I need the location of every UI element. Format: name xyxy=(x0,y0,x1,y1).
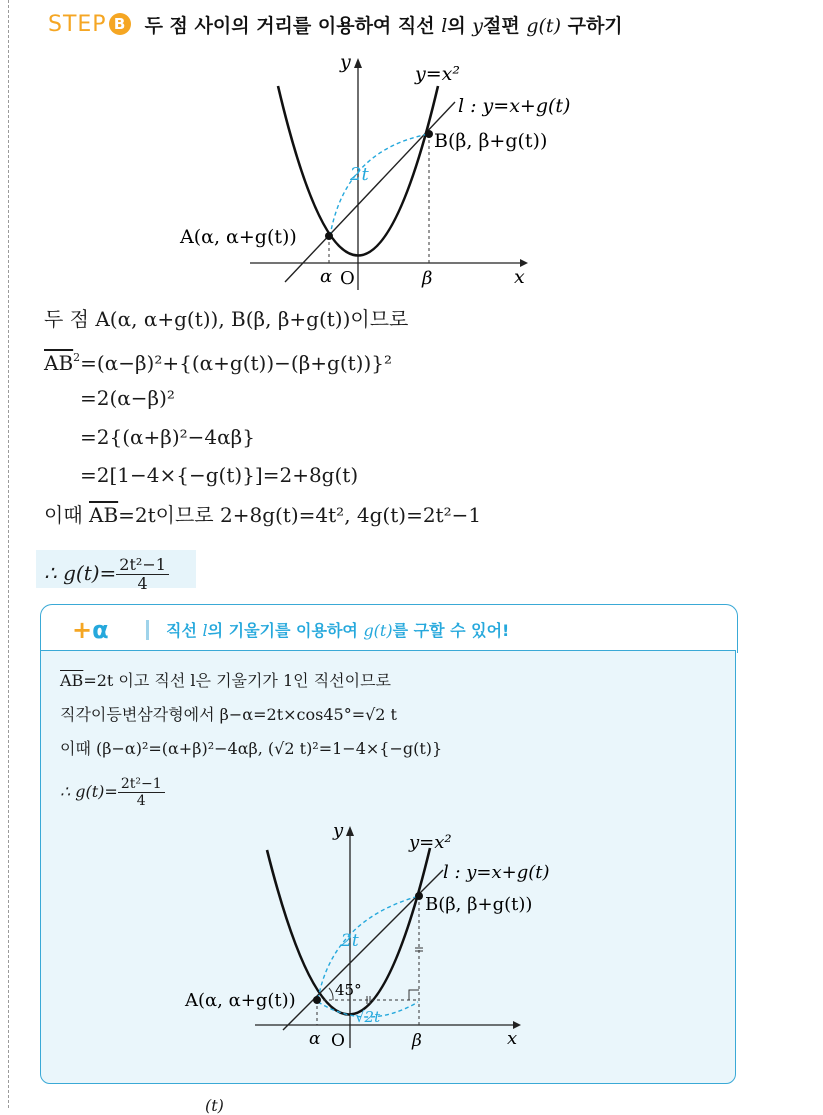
alpha-line-1: $\overline{AB}=2t$ 이고 직선 l은 기울기가 1인 직선이므로 xyxy=(60,671,391,690)
chord-label-2: 2t xyxy=(341,931,359,951)
point-b-dot-2 xyxy=(415,892,423,900)
graph-parabola-line xyxy=(170,50,630,295)
page-margin-line xyxy=(8,0,9,1108)
solution-line-6: 이때 $\overline{AB}=2t$이므로 2+8g(t)=4t², 4g(t)=2t²−1 xyxy=(44,503,482,527)
chord-arc-2 xyxy=(318,896,419,999)
point-a-label: A(α, α+g(t)) xyxy=(180,226,297,248)
line-label-2: l : y=x+g(t) xyxy=(443,862,550,883)
line-label: l : y=x+g(t) xyxy=(458,95,571,117)
point-b-label: B(β, β+g(t)) xyxy=(434,130,548,152)
y-axis-label: y xyxy=(340,51,351,73)
alpha-result-fraction: $\frac{\text{2t²−1}}{4}$ xyxy=(118,776,165,809)
cutoff-fragment: (t) xyxy=(205,1096,224,1115)
x-axis-label-2: x xyxy=(507,1028,518,1049)
angle-arc xyxy=(329,988,333,1000)
origin-label: O xyxy=(340,268,355,289)
tick-alpha: α xyxy=(320,266,333,287)
alpha-line-2: 직각이등변삼각형에서 β−α=2t×cos45°=√2 t xyxy=(60,705,397,724)
step-letter-badge: B xyxy=(109,13,131,35)
graph-slope-triangle xyxy=(175,820,595,1055)
alpha-line-3: 이때 (β−α)²=(α+β)²−4αβ, (√2 t)²=1−4×{−g(t)} xyxy=(60,739,443,758)
point-a-label-2: A(α, α+g(t)) xyxy=(185,990,296,1011)
y-axis-label-2: y xyxy=(333,820,344,841)
tick-beta: β xyxy=(422,268,433,289)
tick-beta-2: β xyxy=(412,1031,422,1051)
y-axis-arrow xyxy=(354,58,362,68)
chord-arc xyxy=(330,134,429,236)
solution-line-4: =2{(α+β)²−4αβ} xyxy=(80,425,255,449)
result-fraction: $\frac{\text{2t²−1}}{4}$ xyxy=(116,556,169,593)
angle-label: 45° xyxy=(335,981,362,999)
solution-result: ∴ g(t)= $\frac{\text{2t²−1}}{4}$ xyxy=(44,556,169,593)
alpha-divider xyxy=(146,620,149,640)
alpha-result: ∴ g(t)= $\frac{\text{2t²−1}}{4}$ xyxy=(60,776,165,809)
alpha-title: 직선 l의 기울기를 이용하여 g(t)를 구할 수 있어! xyxy=(166,621,510,640)
point-a-dot xyxy=(325,232,333,240)
chord-label: 2t xyxy=(350,164,369,185)
step-title: 두 점 사이의 거리를 이용하여 직선 l의 y절편 g(t) 구하기 xyxy=(144,14,623,37)
solution-line-3: =2(α−β)² xyxy=(80,386,175,410)
point-b-dot xyxy=(425,130,433,138)
plus-alpha-icon: +α xyxy=(72,616,109,644)
leg-label: √2t xyxy=(355,1008,381,1026)
tick-alpha-2: α xyxy=(309,1029,321,1049)
solution-line-2: $\overline{AB}^2=(\alpha-\beta)^2+\{(\alpha+g(t))-(\beta+g(t))\}^2$ xyxy=(44,351,393,375)
parabola-label-2: y=x² xyxy=(409,832,452,853)
point-b-label-2: B(β, β+g(t)) xyxy=(425,894,533,915)
x-axis-label: x xyxy=(514,266,525,288)
parabola-label: y=x² xyxy=(415,63,460,85)
solution-line-5: =2[1−4×{−g(t)}]=2+8g(t) xyxy=(80,463,359,487)
solution-line-1: 두 점 A(α, α+g(t)), B(β, β+g(t))이므로 xyxy=(44,307,409,331)
step-heading xyxy=(48,8,623,40)
origin-label-2: O xyxy=(331,1031,345,1051)
right-angle-mark xyxy=(409,990,419,1000)
step-label: STEP xyxy=(48,11,107,37)
point-a-dot-2 xyxy=(313,996,321,1004)
y-axis-arrow-2 xyxy=(346,826,354,836)
